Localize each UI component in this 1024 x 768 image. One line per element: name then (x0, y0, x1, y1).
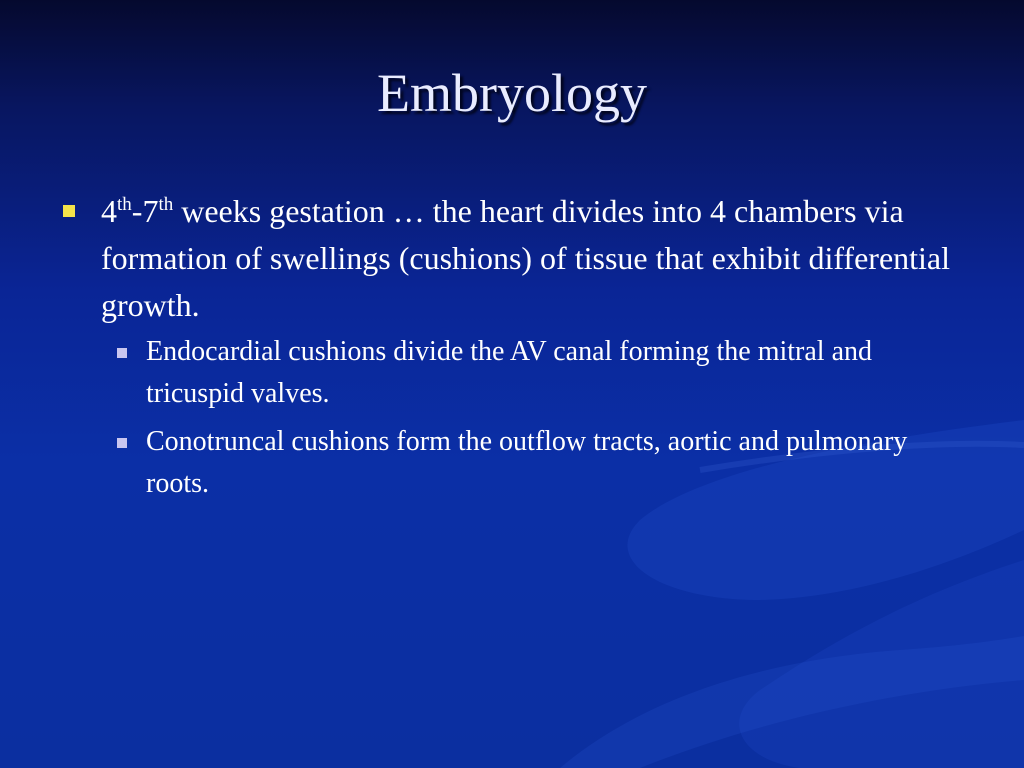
square-bullet-icon (63, 205, 75, 217)
sub-bullet-endocardial (60, 331, 960, 415)
bullet-main-sup1: th (117, 194, 132, 215)
sub-bullet-text: Conotruncal cushions form the outflow tracts, aortic and pulmonary roots. (146, 426, 908, 499)
bullet-main-dash: - (131, 193, 143, 229)
bullet-main-text: weeks gestation … the heart divides into 4 chambers via formation of swellings (cushions) of tissue that exhibit differential growth. (101, 193, 951, 323)
sub-bullet-text: Endocardial cushions divide the AV canal forming the mitral and tricuspid valves. (146, 336, 873, 409)
bullet-main-num2: 7 (142, 193, 159, 229)
slide-content (60, 188, 960, 505)
square-sub-bullet-icon (117, 438, 127, 448)
bullet-main-sup2: th (158, 194, 174, 215)
sub-bullet-conotruncal (60, 421, 960, 505)
square-sub-bullet-icon (117, 348, 127, 358)
bullet-main (60, 188, 960, 329)
bullet-main-num1: 4 (101, 193, 117, 229)
slide-title: Embryology (377, 63, 647, 123)
